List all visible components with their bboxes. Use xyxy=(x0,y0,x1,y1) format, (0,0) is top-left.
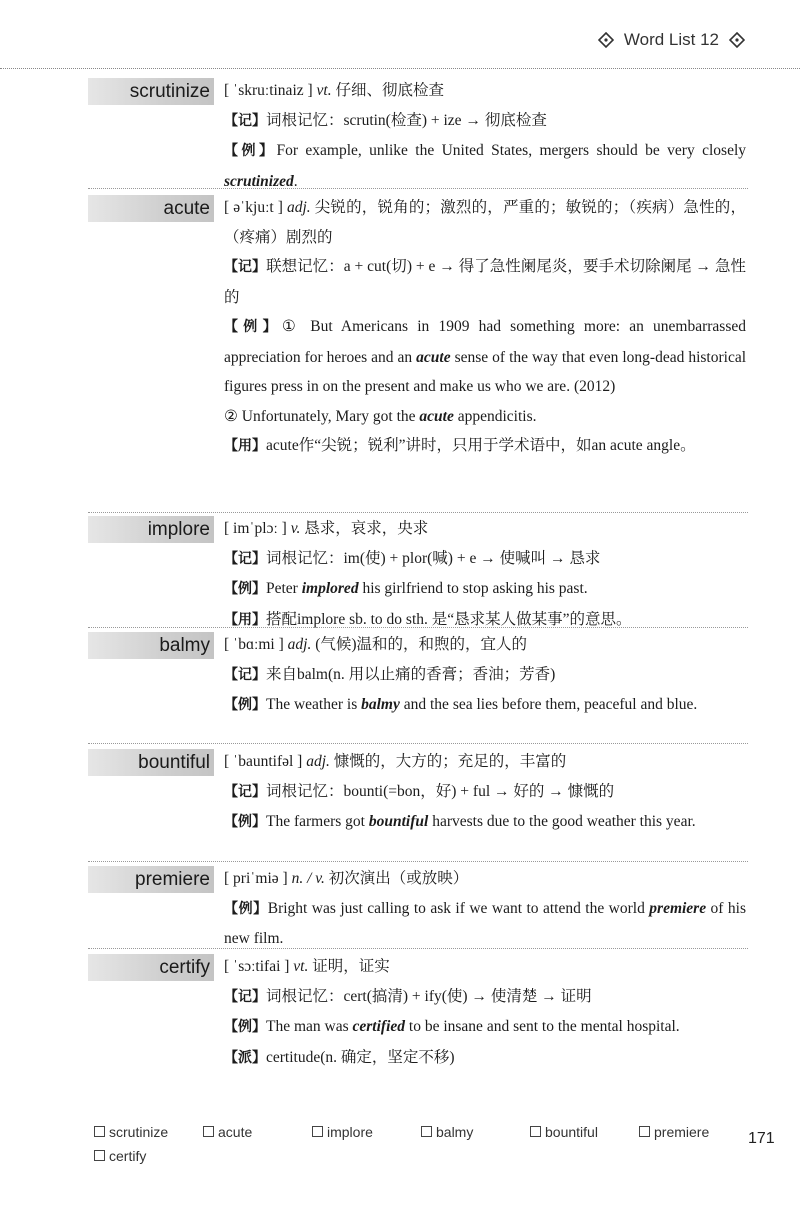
definition: (气候)温和的，和煦的，宜人的 xyxy=(311,636,528,653)
example-tag: 【例】 xyxy=(224,319,282,335)
example-keyword: scrutinized xyxy=(224,172,294,190)
checklist-label: certify xyxy=(109,1148,147,1164)
diamond-icon xyxy=(598,32,614,48)
entry-divider xyxy=(88,627,748,628)
headword-acute: acute xyxy=(88,195,214,222)
part-of-speech: v. xyxy=(290,520,301,537)
phonetic: [ əˈkjuːt ] xyxy=(224,199,283,216)
example-text: sense of the way that even long-dead historical figures press in on the present and make us who we are. (2012) xyxy=(224,348,747,395)
headword-implore: implore xyxy=(88,516,214,543)
entry-divider xyxy=(88,743,748,744)
derivative-tag: 【派】 xyxy=(224,1049,266,1066)
memo: 词根记忆：bounti(=bon，好) + ful → 好的 → 慷慨的 xyxy=(266,782,615,800)
phonetic: [ ˈbauntifəl ] xyxy=(224,753,303,770)
phonetic: [ ˈbɑːmi ] xyxy=(224,636,284,653)
phonetic: [ priˈmiə ] xyxy=(224,870,288,887)
checkbox[interactable] xyxy=(94,1126,105,1137)
example-tag: 【例】 xyxy=(224,697,266,713)
example-text: Bright was just calling to ask if we want to attend the world xyxy=(267,899,650,917)
checklist-item-scrutinize[interactable] xyxy=(94,1124,168,1140)
example-text: The farmers got xyxy=(266,813,369,830)
entry-acute xyxy=(224,193,746,462)
definition: 仔细、彻底检查 xyxy=(331,82,444,99)
memo: 词根记忆：scrutin(检查) + ize → 彻底检查 xyxy=(266,111,547,129)
example-tag: 【例】 xyxy=(224,814,266,830)
example-keyword: implored xyxy=(301,580,359,597)
part-of-speech: vt. xyxy=(293,958,309,975)
part-of-speech: adj. xyxy=(286,199,311,216)
example-text: to be insane and sent to the mental hospital. xyxy=(405,1018,680,1035)
usage-tag: 【用】 xyxy=(224,611,266,628)
phonetic: [ ˈsɔːtifai ] xyxy=(224,958,290,975)
entry-scrutinize xyxy=(224,76,746,196)
diamond-icon xyxy=(729,32,745,48)
memo-tag: 【记】 xyxy=(224,988,266,1005)
example-text: his girlfriend to stop asking his past. xyxy=(358,580,588,597)
part-of-speech: n. / v. xyxy=(291,870,325,887)
usage-tag: 【用】 xyxy=(224,438,266,454)
definition: 恳求，哀求，央求 xyxy=(300,520,429,537)
checkbox[interactable] xyxy=(203,1126,214,1137)
checklist-item-implore[interactable] xyxy=(312,1124,373,1140)
example-tag: 【例】 xyxy=(224,581,266,597)
part-of-speech: vt. xyxy=(316,82,332,99)
checklist-label: scrutinize xyxy=(109,1124,169,1140)
checklist-label: implore xyxy=(327,1124,373,1140)
definition: 尖锐的，锐角的；激烈的，严重的；敏锐的；（疾病）急性的，（疼痛）剧烈的 xyxy=(224,199,746,246)
derivative: certitude(n. 确定，坚定不移) xyxy=(266,1048,455,1066)
phonetic: [ ˈskruːtinaiz ] xyxy=(224,82,313,99)
entry-divider xyxy=(88,948,748,949)
memo-tag: 【记】 xyxy=(224,550,266,567)
checklist-label: premiere xyxy=(654,1124,710,1140)
header-rule xyxy=(0,68,800,69)
page-number: 171 xyxy=(748,1130,775,1147)
example-text: The man was xyxy=(266,1018,353,1035)
memo-tag: 【记】 xyxy=(224,112,266,129)
entry-divider xyxy=(88,512,748,513)
checklist-label: balmy xyxy=(436,1124,474,1140)
example-text: The weather is xyxy=(266,696,362,713)
checklist-item-balmy[interactable] xyxy=(421,1124,473,1140)
checklist-item-bountiful[interactable] xyxy=(530,1124,598,1140)
example-keyword: balmy xyxy=(361,696,400,713)
memo-tag: 【记】 xyxy=(224,783,266,800)
example-text: For example, unlike the United States, mergers should be very closely xyxy=(276,142,747,159)
entry-divider xyxy=(88,188,748,189)
entry-implore xyxy=(224,514,746,635)
memo: 来自balm(n. 用以止痛的香膏；香油；芳香) xyxy=(266,665,556,683)
example-text: ② Unfortunately, Mary got the xyxy=(224,407,420,425)
definition: 慷慨的，大方的；充足的，丰富的 xyxy=(329,753,567,770)
memo-tag: 【记】 xyxy=(224,666,266,683)
headword-scrutinize: scrutinize xyxy=(88,78,214,105)
example-keyword: acute xyxy=(416,348,451,366)
definition: 初次演出（或放映） xyxy=(324,870,469,887)
memo-tag: 【记】 xyxy=(224,259,267,275)
example-text: of his new film. xyxy=(224,899,747,947)
memo: 联想记忆：a + cut(切) + e → 得了急性阑尾炎，要手术切除阑尾 → 急性的 xyxy=(224,258,746,306)
example-keyword: acute xyxy=(419,407,454,425)
example-tag: 【例】 xyxy=(224,1019,266,1035)
headword-premiere: premiere xyxy=(88,866,214,893)
part-of-speech: adj. xyxy=(306,753,330,770)
phonetic: [ imˈplɔː ] xyxy=(224,520,287,537)
example-text: Peter xyxy=(266,580,302,597)
definition: 证明，证实 xyxy=(308,958,390,975)
headword-certify: certify xyxy=(88,954,214,981)
checklist-label: acute xyxy=(218,1124,253,1140)
example-tag: 【例】 xyxy=(224,900,268,917)
page-header xyxy=(598,30,745,50)
checkbox[interactable] xyxy=(312,1126,323,1137)
checklist-item-certify[interactable] xyxy=(94,1148,146,1164)
example-keyword: certified xyxy=(352,1018,406,1035)
memo: 词根记忆：cert(搞清) + ify(使) → 使清楚 → 证明 xyxy=(266,987,592,1005)
example-text: and the sea lies before them, peaceful and blue. xyxy=(399,696,698,713)
usage-note: acute作“尖锐；锐利”讲时，只用于学术语中，如an acute angle。 xyxy=(266,437,696,454)
memo: 词根记忆：im(使) + plor(喊) + e → 使喊叫 → 恳求 xyxy=(266,549,601,567)
headword-bountiful: bountiful xyxy=(88,749,214,776)
entry-premiere xyxy=(224,864,746,954)
checkbox[interactable] xyxy=(94,1150,105,1161)
example-text: harvests due to the good weather this year. xyxy=(428,813,696,830)
example-text: . xyxy=(293,172,298,190)
entry-bountiful xyxy=(224,747,746,838)
checkbox[interactable] xyxy=(639,1126,650,1137)
example-tag: 【例】 xyxy=(224,143,277,159)
checklist-item-acute[interactable] xyxy=(203,1124,252,1140)
example-text: ① But Americans in 1909 had something more: an unembarrassed appreciation for heroes and an xyxy=(224,318,746,366)
example-keyword: bountiful xyxy=(368,813,429,830)
usage-note: 搭配implore sb. to do sth. 是“恳求某人做某事”的意思。 xyxy=(266,610,632,628)
checklist-label: bountiful xyxy=(545,1124,598,1140)
word-list-title: Word List 12 xyxy=(623,30,719,49)
entry-divider xyxy=(88,861,748,862)
entry-certify xyxy=(224,952,746,1073)
checkbox[interactable] xyxy=(421,1126,432,1137)
checklist-item-premiere[interactable] xyxy=(639,1124,709,1140)
part-of-speech: adj. xyxy=(287,636,312,653)
example-text: appendicitis. xyxy=(453,407,537,425)
example-keyword: premiere xyxy=(649,899,707,917)
checkbox[interactable] xyxy=(530,1126,541,1137)
headword-balmy: balmy xyxy=(88,632,214,659)
entry-balmy xyxy=(224,630,746,721)
